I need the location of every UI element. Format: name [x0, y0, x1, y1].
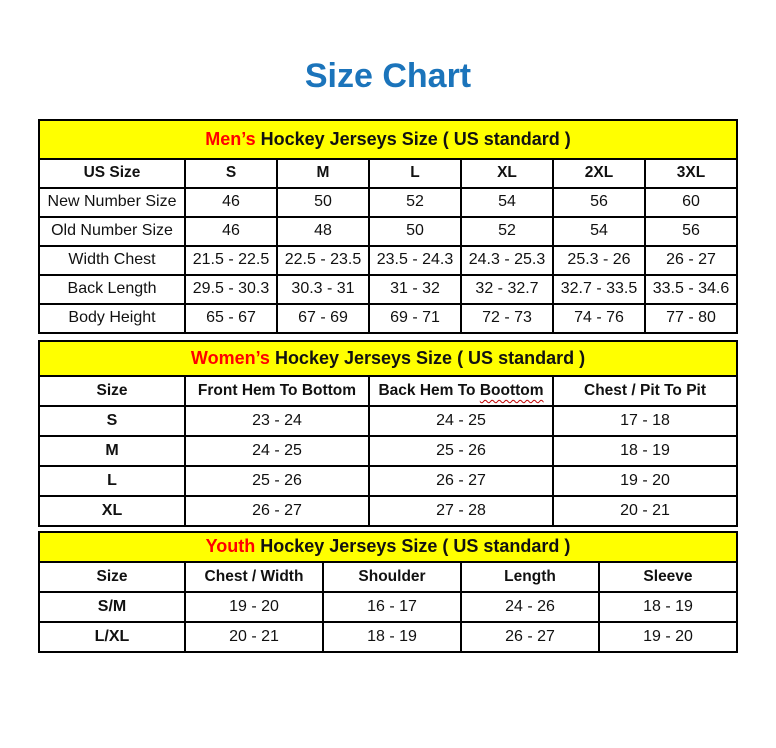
size-value-cell: 52	[461, 217, 553, 246]
size-value-cell: 48	[277, 217, 369, 246]
table-row	[39, 246, 737, 275]
col-header: 3XL	[645, 159, 737, 188]
size-value-cell: 17 - 18	[553, 406, 737, 436]
back-hem-typo-squiggle: Boottom	[479, 381, 544, 399]
size-value-cell: 18 - 19	[323, 622, 461, 652]
mens-caption-rest: Hockey Jerseys Size ( US standard )	[255, 128, 571, 149]
size-value-cell: 25.3 - 26	[553, 246, 645, 275]
size-value-cell: 18 - 19	[553, 436, 737, 466]
mens-header-row	[39, 159, 737, 188]
row-label: L	[39, 466, 185, 496]
page-title: Size Chart	[304, 57, 472, 95]
table-row	[39, 466, 737, 496]
size-value-cell: 50	[277, 188, 369, 217]
size-value-cell: 69 - 71	[369, 304, 461, 333]
table-row	[39, 275, 737, 304]
col-header-with-typo	[369, 376, 553, 406]
size-value-cell: 74 - 76	[553, 304, 645, 333]
size-value-cell: 72 - 73	[461, 304, 553, 333]
womens-caption	[39, 341, 737, 376]
size-value-cell: 54	[461, 188, 553, 217]
size-value-cell: 25 - 26	[369, 436, 553, 466]
size-value-cell: 46	[185, 188, 277, 217]
size-value-cell: 22.5 - 23.5	[277, 246, 369, 275]
col-header: Size	[39, 562, 185, 592]
table-row	[39, 217, 737, 246]
row-label: Width Chest	[39, 246, 185, 275]
size-value-cell: 29.5 - 30.3	[185, 275, 277, 304]
size-value-cell: 25 - 26	[185, 466, 369, 496]
youth-caption-row	[39, 532, 737, 562]
size-value-cell: 26 - 27	[461, 622, 599, 652]
size-value-cell: 77 - 80	[645, 304, 737, 333]
col-header: Front Hem To Bottom	[185, 376, 369, 406]
womens-caption-rest: Hockey Jerseys Size ( US standard )	[269, 347, 586, 368]
row-label: XL	[39, 496, 185, 526]
youth-caption-rest: Hockey Jerseys Size ( US standard )	[255, 536, 571, 557]
size-value-cell: 19 - 20	[185, 592, 323, 622]
row-label: Back Length	[39, 275, 185, 304]
row-label: Body Height	[39, 304, 185, 333]
row-label: S/M	[39, 592, 185, 622]
size-value-cell: 52	[369, 188, 461, 217]
womens-caption-row	[39, 341, 737, 376]
row-label: L/XL	[39, 622, 185, 652]
size-value-cell: 65 - 67	[185, 304, 277, 333]
col-header: XL	[461, 159, 553, 188]
table-row	[39, 622, 737, 652]
size-value-cell: 31 - 32	[369, 275, 461, 304]
size-value-cell: 20 - 21	[185, 622, 323, 652]
col-header: 2XL	[553, 159, 645, 188]
size-value-cell: 19 - 20	[553, 466, 737, 496]
col-header: S	[185, 159, 277, 188]
table-row	[39, 406, 737, 436]
table-row	[39, 304, 737, 333]
size-value-cell: 23.5 - 24.3	[369, 246, 461, 275]
womens-size-table	[38, 340, 738, 527]
size-value-cell: 30.3 - 31	[277, 275, 369, 304]
size-value-cell: 24 - 25	[369, 406, 553, 436]
col-header: L	[369, 159, 461, 188]
size-value-cell: 19 - 20	[599, 622, 737, 652]
col-header: Sleeve	[599, 562, 737, 592]
size-value-cell: 67 - 69	[277, 304, 369, 333]
table-row	[39, 592, 737, 622]
tables-container	[38, 119, 738, 653]
col-header: Size	[39, 376, 185, 406]
size-value-cell: 50	[369, 217, 461, 246]
size-value-cell: 20 - 21	[553, 496, 737, 526]
size-value-cell: 56	[645, 217, 737, 246]
back-hem-prefix: Back Hem To	[378, 381, 480, 399]
col-header: M	[277, 159, 369, 188]
size-value-cell: 46	[185, 217, 277, 246]
table-row	[39, 436, 737, 466]
col-header: Chest / Width	[185, 562, 323, 592]
row-label: M	[39, 436, 185, 466]
mens-caption	[39, 120, 737, 159]
size-value-cell: 32 - 32.7	[461, 275, 553, 304]
size-value-cell: 16 - 17	[323, 592, 461, 622]
size-value-cell: 26 - 27	[369, 466, 553, 496]
size-value-cell: 21.5 - 22.5	[185, 246, 277, 275]
col-header: Shoulder	[323, 562, 461, 592]
col-header: US Size	[39, 159, 185, 188]
row-label: S	[39, 406, 185, 436]
col-header: Length	[461, 562, 599, 592]
size-value-cell: 32.7 - 33.5	[553, 275, 645, 304]
youth-caption-highlight: Youth	[205, 536, 256, 557]
youth-header-row	[39, 562, 737, 592]
mens-caption-highlight: Men’s	[205, 128, 256, 149]
size-value-cell: 26 - 27	[645, 246, 737, 275]
size-value-cell: 27 - 28	[369, 496, 553, 526]
size-value-cell: 54	[553, 217, 645, 246]
mens-size-table	[38, 119, 738, 334]
mens-caption-row	[39, 120, 737, 159]
size-value-cell: 23 - 24	[185, 406, 369, 436]
row-label: New Number Size	[39, 188, 185, 217]
youth-caption	[39, 532, 737, 562]
size-value-cell: 24 - 25	[185, 436, 369, 466]
size-chart-page	[0, 56, 776, 653]
size-value-cell: 24.3 - 25.3	[461, 246, 553, 275]
youth-size-table	[38, 531, 738, 653]
size-value-cell: 26 - 27	[185, 496, 369, 526]
size-value-cell: 56	[553, 188, 645, 217]
size-value-cell: 33.5 - 34.6	[645, 275, 737, 304]
size-value-cell: 60	[645, 188, 737, 217]
size-value-cell: 18 - 19	[599, 592, 737, 622]
table-row	[39, 496, 737, 526]
size-value-cell: 24 - 26	[461, 592, 599, 622]
womens-caption-highlight: Women’s	[190, 347, 270, 368]
womens-header-row	[39, 376, 737, 406]
col-header: Chest / Pit To Pit	[553, 376, 737, 406]
table-row	[39, 188, 737, 217]
row-label: Old Number Size	[39, 217, 185, 246]
